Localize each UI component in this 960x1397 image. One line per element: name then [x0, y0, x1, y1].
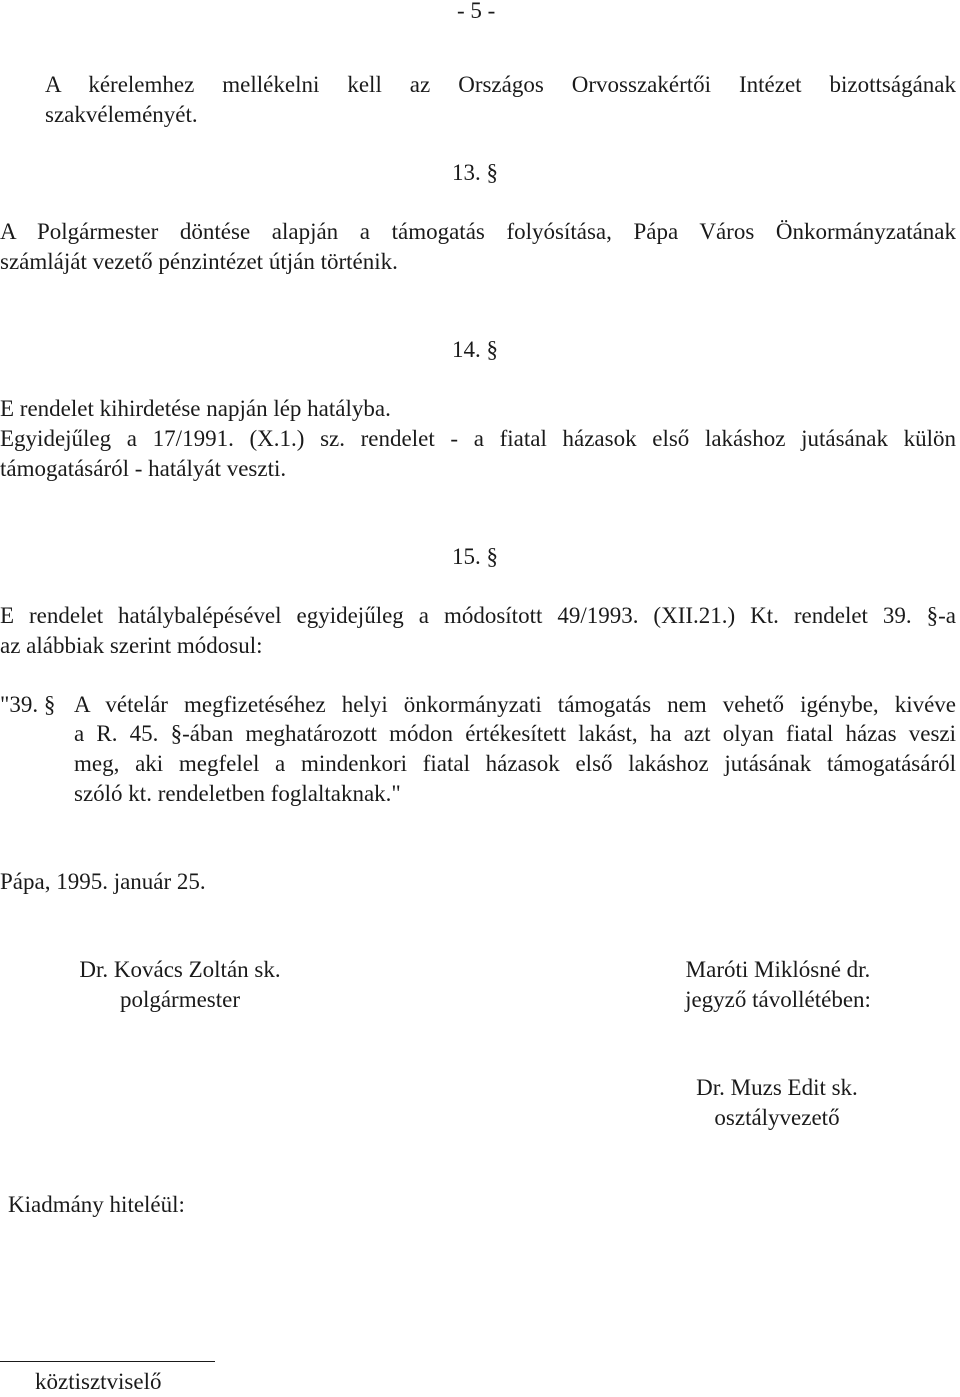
section-heading: 14. § [452, 337, 498, 362]
text-line: meg, aki megfelel a mindenkori fiatal házasok első lakáshoz jutásának támogatásáról [74, 751, 956, 776]
text-line: E rendelet hatálybalépésével egyidejűleg a módosított 49/1993. (XII.21.) Kt. rendelet 39. §-a [0, 603, 956, 628]
text-line: szóló kt. rendeletben foglaltaknak." [74, 781, 401, 806]
text-line: E rendelet kihirdetése napján lép hatályba. [0, 396, 391, 421]
quote-label: "39. § [0, 692, 56, 717]
text-line: Egyidejűleg a 17/1991. (X.1.) sz. rendelet - a fiatal házasok első lakáshoz jutásának külön [0, 426, 956, 451]
mayor-name: Dr. Kovács Zoltán sk. [79, 957, 281, 982]
mayor-title: polgármester [119, 987, 241, 1012]
text-line: szakvéleményét. [45, 102, 198, 127]
notary-name: Maróti Miklósné dr. [685, 957, 871, 982]
text-line: A Polgármester döntése alapján a támogatás folyósítása, Pápa Város Önkormányzatának [0, 219, 956, 244]
text-line: a R. 45. §-ában meghatározott módon értékesített lakást, ha azt olyan fiatal házas veszi [74, 721, 956, 746]
page-number: - 5 - [457, 0, 496, 23]
text-line: A vételár megfizetéséhez helyi önkormányzati támogatás nem vehető igénybe, kivéve [74, 692, 956, 717]
text-line: az alábbiak szerint módosul: [0, 633, 263, 658]
text-line: támogatásáról - hatályát veszti. [0, 456, 287, 481]
text-line: számláját vezető pénzintézet útján történik. [0, 249, 398, 274]
place-and-date: Pápa, 1995. január 25. [0, 869, 206, 894]
section-heading: 13. § [452, 160, 498, 185]
notary-title: jegyző távollétében: [685, 987, 871, 1012]
certified-copy-label: Kiadmány hiteléül: [8, 1192, 185, 1217]
section-heading: 15. § [452, 544, 498, 569]
text-line: A kérelemhez mellékelni kell az Országos Orvosszakértői Intézet bizottságának [45, 72, 956, 97]
signature-line [0, 1361, 215, 1362]
civil-servant-label: köztisztviselő [35, 1369, 162, 1394]
deputy-title: osztályvezető [714, 1105, 840, 1130]
deputy-name: Dr. Muzs Edit sk. [696, 1075, 858, 1100]
